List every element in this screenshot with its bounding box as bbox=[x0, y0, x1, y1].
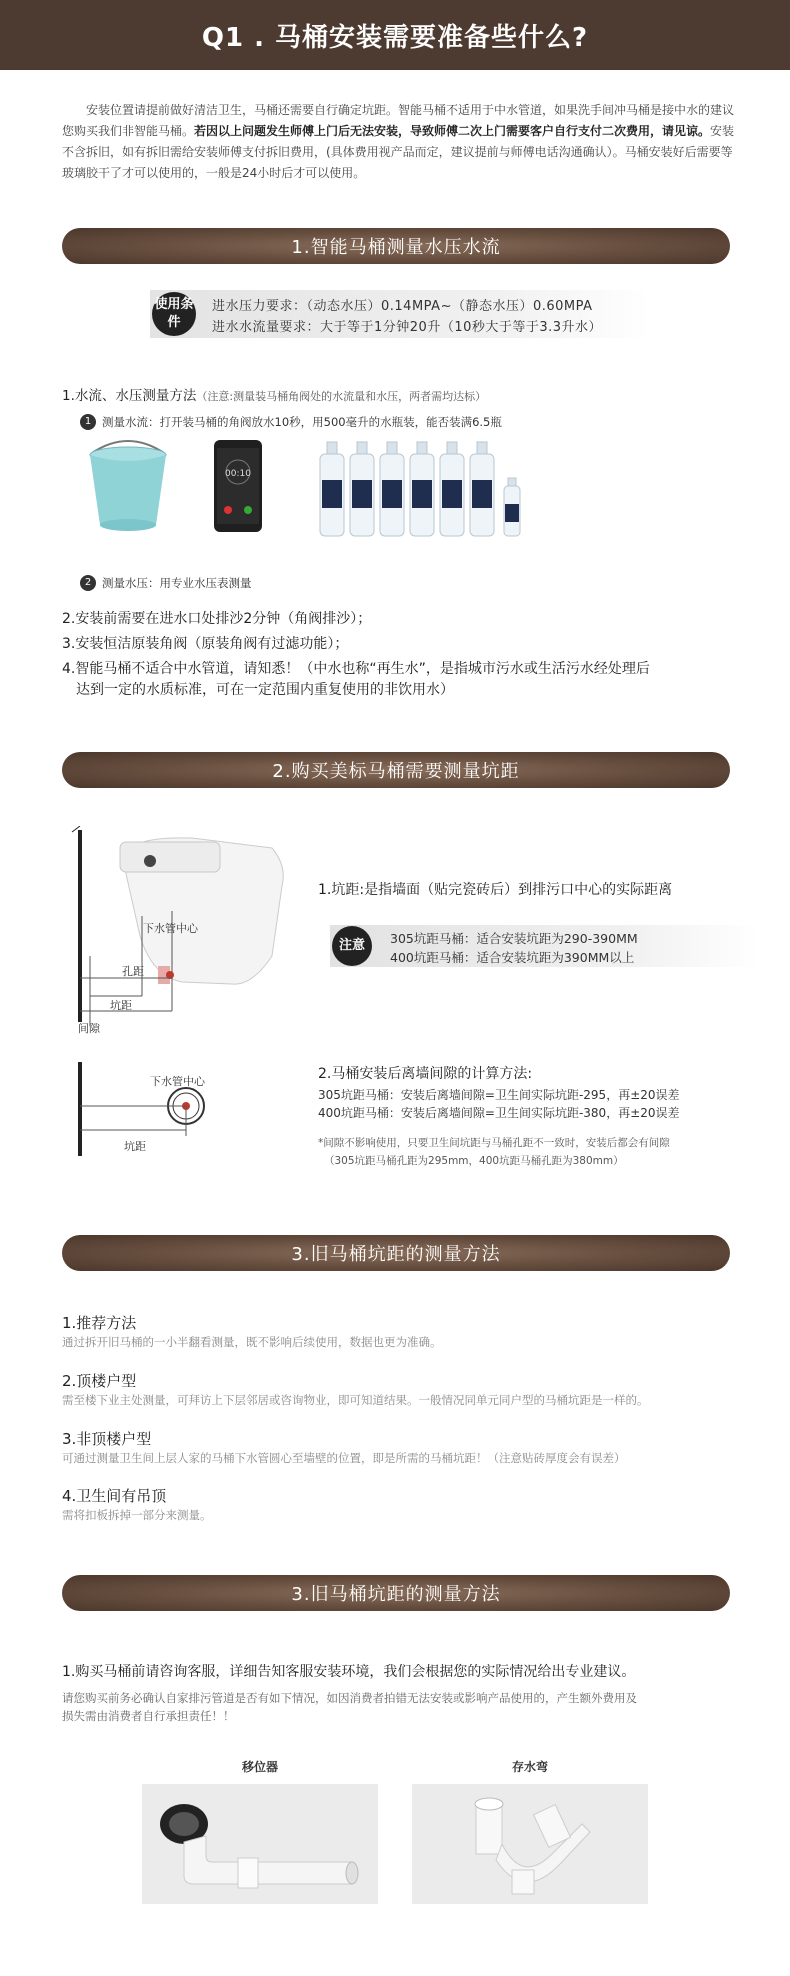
page-title: Q1 . 马桶安装需要准备些什么? bbox=[0, 0, 790, 70]
bottle-group bbox=[318, 438, 528, 538]
caption-trap: 存水弯 bbox=[511, 1760, 548, 1774]
intro-text-bold: 若因以上问题发生师傅上门后无法安装，导致师傅二次上门需要客户自行支付二次费用，请见谅。 bbox=[194, 124, 711, 138]
method-3-title: 3.非顶楼户型 bbox=[62, 1430, 152, 1448]
method-3-text: 可通过测量卫生间上层人家的马桶下水管圆心至墙壁的位置，即是所需的马桶坑距！（注意贴砖厚度会有误差） bbox=[62, 1451, 626, 1465]
method-1-title: 1.推荐方法 bbox=[62, 1314, 137, 1332]
label-pit-distance-2: 坑距 bbox=[124, 1140, 146, 1153]
measure-title bbox=[62, 384, 486, 404]
step-number-1: 1 bbox=[80, 414, 96, 430]
shifter-image bbox=[142, 1784, 378, 1904]
step-pressure-text: 测量水压：用专业水压表测量 bbox=[102, 576, 252, 590]
advice-text-1: 请您购买前务必确认自家排污管道是否有如下情况，如因消费者拍错无法安装或影响产品使用的，产生额外费用及 bbox=[62, 1691, 637, 1705]
calc-title: 2.马桶安装后离墙间隙的计算方法: bbox=[318, 1066, 533, 1082]
advice-text-2: 损失需由消费者自行承担责任！！ bbox=[62, 1709, 235, 1723]
step-pressure bbox=[80, 575, 252, 591]
usage-conditions bbox=[150, 290, 650, 338]
pit-definition: 1.坑距:是指墙面（贴完瓷砖后）到排污口中心的实际距离 bbox=[318, 882, 673, 898]
usage-tag: 使用条件 bbox=[152, 292, 196, 336]
intro-text-3: 安装不含拆旧，如有拆旧需给安装师傅支付拆旧费用，(具体费用视产品而定，建议提前与师傅电话沟通确认）。马桶安装好后需要等玻璃胶干了才可以使用的，一般是24小时后才可以使用。 bbox=[62, 124, 735, 180]
advice-title: 1.购买马桶前请咨询客服，详细告知客服安装环境，我们会根据您的实际情况给出专业建议。 bbox=[62, 1664, 636, 1680]
intro-paragraph bbox=[62, 100, 742, 184]
phone-image bbox=[212, 438, 264, 534]
step-flow-text: 测量水流：打开装马桶的角阀放水10秒，用500毫升的水瓶装，能否装满6.5瓶 bbox=[102, 415, 502, 429]
label-pit-distance: 坑距 bbox=[110, 999, 132, 1012]
label-hole-distance: 孔距 bbox=[122, 965, 144, 978]
calc-line-2: 400坑距马桶：安装后离墙间隙=卫生间实际坑距-380，再±20误差 bbox=[318, 1106, 680, 1120]
intro-text-1: 安装位置请提前做好清洁卫生，马桶还需要自行确定坑距。智能马桶不适用于中水管道，如果洗手间冲马桶是接中水的建议您购买我们非智能马桶。 bbox=[62, 103, 735, 138]
measure-title-text: 1.水流、水压测量方法 bbox=[62, 388, 197, 404]
section-header-old-pit: 3.旧马桶坑距的测量方法 bbox=[62, 1235, 730, 1271]
label-gap: 间隙 bbox=[78, 1022, 100, 1035]
point-2: 2.安装前需要在进水口处排沙2分钟（角阀排沙）； bbox=[62, 611, 372, 627]
notice-line-2: 400坑距马桶：适合安装坑距为390MM以上 bbox=[390, 950, 635, 965]
bucket-image bbox=[78, 435, 178, 535]
trap-drawing bbox=[412, 1784, 648, 1904]
method-1-text: 通过拆开旧马桶的一小半翻看测量，既不影响后续使用，数据也更为准确。 bbox=[62, 1335, 442, 1349]
calc-line-1: 305坑距马桶：安装后离墙间隙=卫生间实际坑距-295，再±20误差 bbox=[318, 1088, 680, 1102]
calc-note-1: *间隙不影响使用，只要卫生间坑距与马桶孔距不一致时，安装后都会有间隙 bbox=[318, 1137, 670, 1149]
trap-image bbox=[412, 1784, 648, 1904]
caption-shifter: 移位器 bbox=[241, 1760, 278, 1774]
step-number-2: 2 bbox=[80, 575, 96, 591]
label-pipe-center: 下水管中心 bbox=[143, 922, 198, 935]
label-pipe-center-2: 下水管中心 bbox=[150, 1075, 205, 1088]
calc-note-2: （305坑距马桶孔距为295mm，400坑距马桶孔距为380mm） bbox=[324, 1155, 624, 1167]
phone-time: 00:10 bbox=[225, 469, 251, 479]
notice-line-1: 305坑距马桶：适合安装坑距为290-390MM bbox=[390, 931, 638, 946]
point-4b: 达到一定的水质标准，可在一定范围内重复使用的非饮用水） bbox=[76, 682, 454, 698]
point-4a: 4.智能马桶不适合中水管道，请知悉！（中水也称“再生水”，是指城市污水或生活污水经处理后 bbox=[62, 661, 650, 677]
method-4-title: 4.卫生间有吊顶 bbox=[62, 1487, 167, 1505]
point-3: 3.安装恒洁原装角阀（原装角阀有过滤功能）； bbox=[62, 636, 349, 652]
usage-pressure: 进水压力要求：（动态水压）0.14MPA~（静态水压）0.60MPA bbox=[212, 299, 593, 314]
usage-flow: 进水水流量要求：大于等于1分钟20升（10秒大于等于3.3升水） bbox=[212, 320, 603, 335]
shifter-drawing bbox=[142, 1784, 378, 1904]
notice-tag: 注意 bbox=[332, 926, 372, 966]
bottles-image bbox=[318, 438, 528, 538]
measure-note: （注意:测量装马桶角阀处的水流量和水压，两者需均达标） bbox=[196, 390, 487, 403]
method-4-text: 需将扣板拆掉一部分来测量。 bbox=[62, 1508, 212, 1522]
section-header-water: 1.智能马桶测量水压水流 bbox=[62, 228, 730, 264]
section-header-advice: 3.旧马桶坑距的测量方法 bbox=[62, 1575, 730, 1611]
section-header-pit: 2.购买美标马桶需要测量坑距 bbox=[62, 752, 730, 788]
step-flow bbox=[80, 414, 502, 430]
pit-notice bbox=[330, 925, 760, 967]
method-2-text: 需至楼下业主处测量，可拜访上下层邻居或咨询物业，即可知道结果。一般情况同单元同户型的马桶坑距是一样的。 bbox=[62, 1393, 649, 1407]
method-2-title: 2.顶楼户型 bbox=[62, 1372, 137, 1390]
